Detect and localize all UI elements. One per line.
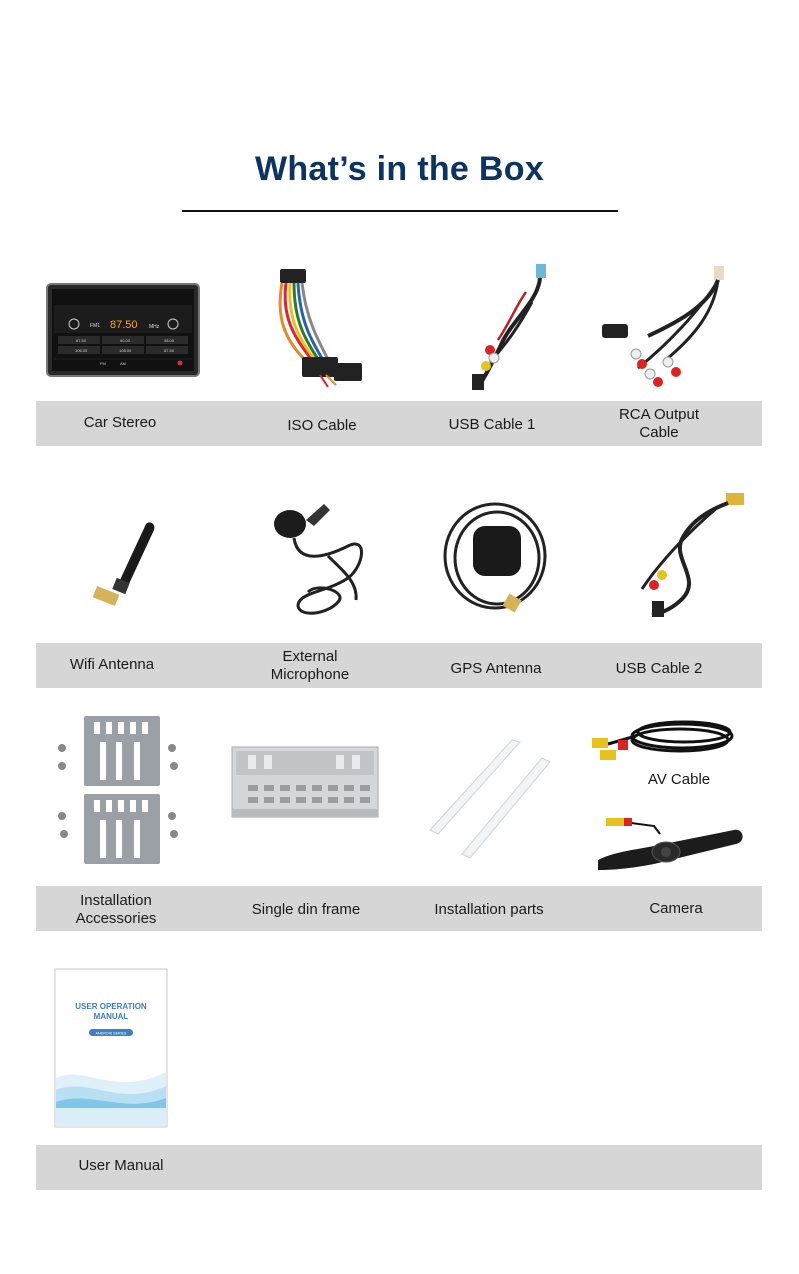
item-label-av-cable: AV Cable — [647, 771, 711, 788]
usb-cable-1-image — [460, 262, 560, 392]
manual-badge: ANDROID SERIES — [95, 1031, 127, 1036]
page-title: What’s in the Box — [254, 150, 545, 188]
item-label-installation-parts: Installation parts — [434, 901, 544, 918]
camera-image — [594, 812, 748, 876]
external-microphone-image — [268, 496, 373, 621]
item-label-wifi-antenna: Wifi Antenna — [69, 656, 155, 673]
preset-3: 98.00 — [164, 338, 175, 343]
user-manual-image — [54, 968, 168, 1128]
installation-accessories-image — [54, 714, 184, 866]
stereo-frequency: 87.50 — [110, 319, 138, 331]
item-label-rca-output-cable: RCA Output Cable — [618, 406, 700, 441]
preset-1: 87.50 — [76, 338, 87, 343]
item-label-iso-cable: ISO Cable — [287, 417, 357, 434]
usb-cable-2-image — [622, 489, 747, 619]
preset-5: 108.00 — [119, 348, 132, 353]
item-label-user-manual: User Manual — [78, 1157, 164, 1174]
stereo-unit: MHz — [149, 324, 160, 330]
preset-4: 106.00 — [75, 348, 88, 353]
item-label-installation-accessories: Installation Accessories — [75, 892, 157, 927]
item-label-usb-cable-2: USB Cable 2 — [615, 660, 703, 677]
installation-parts-image — [426, 738, 556, 862]
manual-heading-line-1: USER OPERATION — [75, 1002, 147, 1011]
iso-cable-image — [262, 265, 382, 390]
preset-2: 90.00 — [120, 338, 131, 343]
single-din-frame-image — [228, 745, 382, 825]
item-label-car-stereo: Car Stereo — [83, 414, 157, 431]
title-underline — [182, 210, 618, 212]
stereo-fm-button: FM — [100, 361, 106, 366]
manual-heading-line-2: MANUAL — [93, 1012, 129, 1021]
item-label-camera: Camera — [649, 900, 703, 917]
av-cable-image — [582, 712, 742, 772]
rca-output-cable-image — [598, 262, 728, 392]
wifi-antenna-image — [80, 520, 160, 615]
stereo-band: FM1 — [90, 323, 100, 329]
gps-antenna-image — [443, 500, 553, 618]
item-label-external-microphone: External Microphone — [270, 648, 350, 683]
item-label-usb-cable-1: USB Cable 1 — [448, 416, 536, 433]
item-label-single-din-frame: Single din frame — [251, 901, 361, 918]
stereo-am-button: AM — [120, 361, 126, 366]
item-label-gps-antenna: GPS Antenna — [450, 660, 542, 677]
car-stereo-image — [46, 283, 200, 377]
preset-6: 87.50 — [164, 348, 175, 353]
